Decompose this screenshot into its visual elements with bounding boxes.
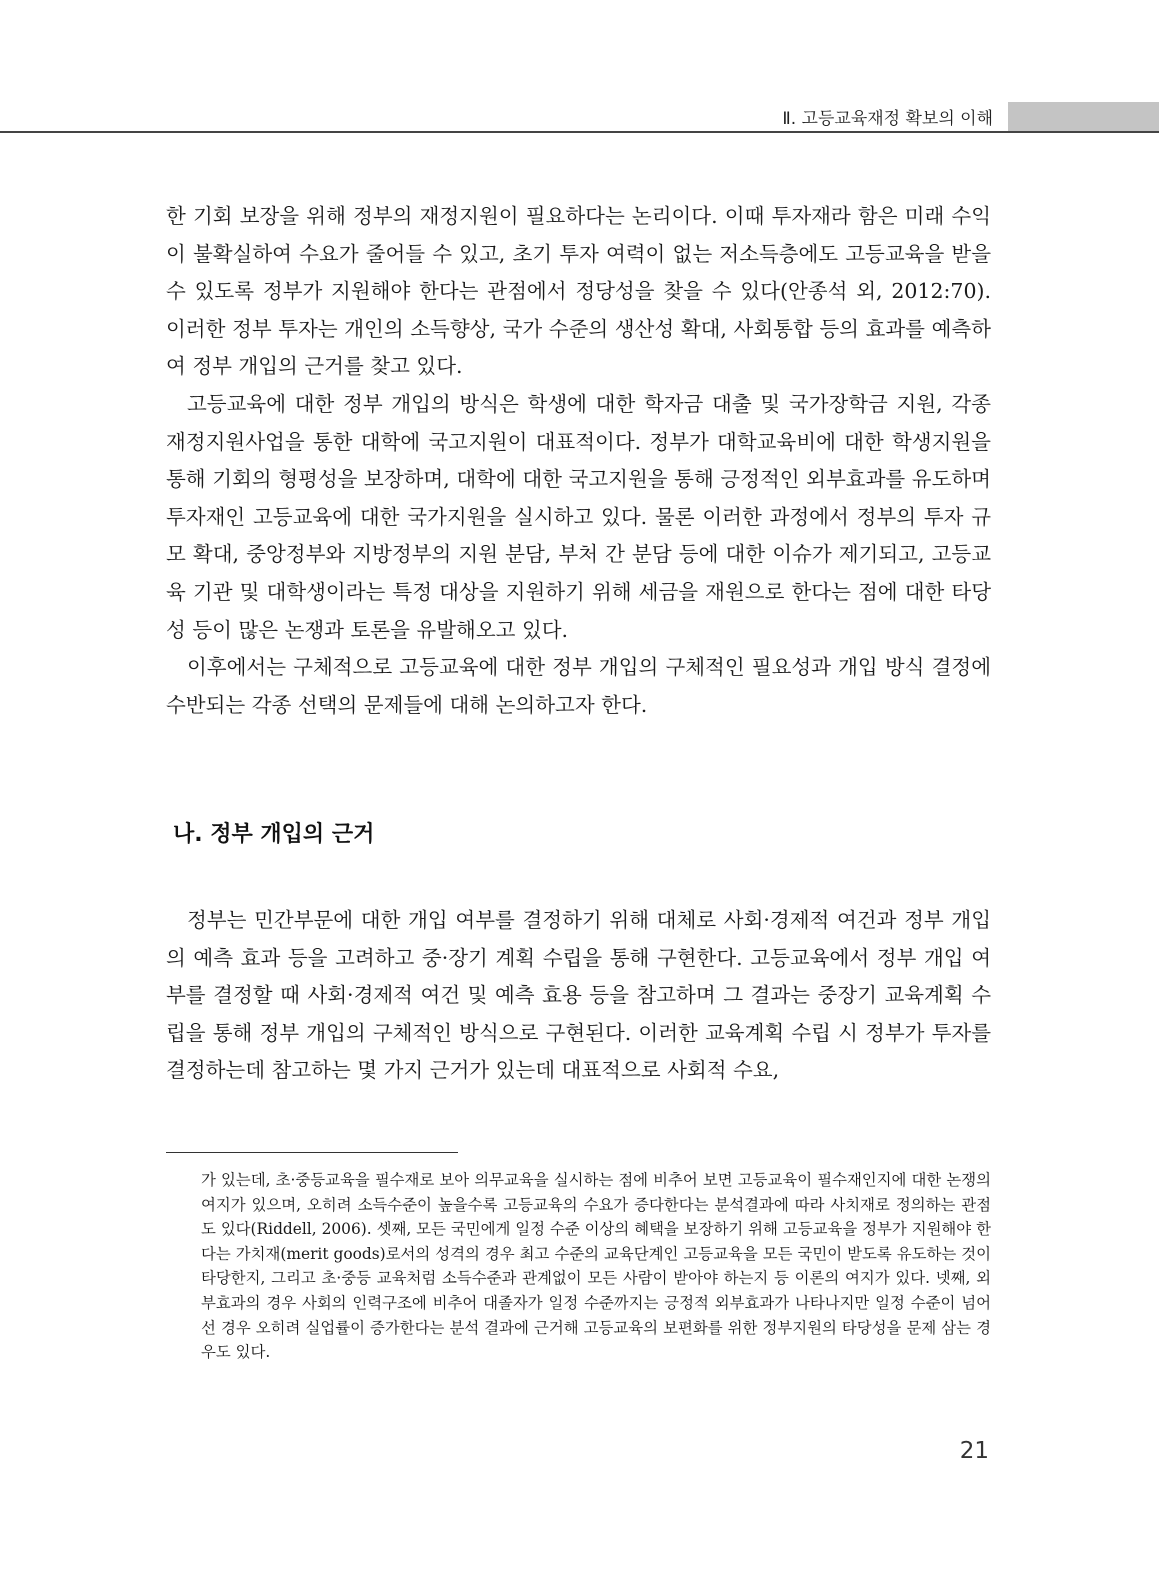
body-text — [166, 198, 991, 724]
paragraph: 이후에서는 구체적으로 고등교육에 대한 정부 개입의 구체적인 필요성과 개입 방식 결정에 수반되는 각종 선택의 문제들에 대해 논의하고자 한다. — [166, 655, 991, 717]
footnote-rule — [166, 1152, 458, 1153]
footnote: 가 있는데, 초·중등교육을 필수재로 보아 의무교육을 실시하는 점에 비추어 보면 고등교육이 필수재인지에 대한 논쟁의 여지가 있으며, 오히려 소득수준이 높을수록 고등교육의 수요가 증다한다는 분석결과에 따라 사치재로 정의하는 관점도 있다(Riddell, 2006). 셋째, 모든 국민에게 일정 수준 이상의 혜택을 보장하기 위해 고등교육을 정부가 지원해야 한다는 가치재(merit goods)로서의 성격의 경우 최고 수준의 교육단계인 고등교육을 모든 국민이 받도록 유도하는 것이 타당한지, 그리고 초·중등 교육처럼 소득수준과 관계없이 모든 사람이 받아야 하는지 등 이론의 여지가 있다. 넷째, 외부효과의 경우 사회의 인력구조에 비추어 대졸자가 일정 수준까지는 긍정적 외부효과가 나타나지만 일정 수준이 넘어선 경우 오히려 실업률이 증가한다는 분석 결과에 근거해 고등교육의 보편화를 위한 정부지원의 타당성을 문제 삼는 경우도 있다. — [201, 1171, 991, 1362]
page-number: 21 — [959, 1438, 989, 1464]
section-body-text — [166, 902, 991, 1090]
section-heading: 나. 정부 개입의 근거 — [173, 822, 375, 847]
running-header-title: Ⅱ. 고등교육재정 확보의 이해 — [782, 109, 993, 129]
header-rule — [0, 131, 1159, 133]
running-header — [0, 102, 1159, 132]
paragraph: 한 기회 보장을 위해 정부의 재정지원이 필요하다는 논리이다. 이때 투자재라 함은 미래 수익이 불확실하여 수요가 줄어들 수 있고, 초기 투자 여력이 없는 저소득층에도 고등교육을 받을 수 있도록 정부가 지원해야 한다는 관점에서 정당성을 찾을 수 있다(안종석 외, 2012:70). 이러한 정부 투자는 개인의 소득향상, 국가 수준의 생산성 확대, 사회통합 등의 효과를 예측하여 정부 개입의 근거를 찾고 있다. — [166, 204, 991, 379]
paragraph: 정부는 민간부문에 대한 개입 여부를 결정하기 위해 대체로 사회·경제적 여건과 정부 개입의 예측 효과 등을 고려하고 중·장기 계획 수립을 통해 구현한다. 고등교육에서 정부 개입 여부를 결정할 때 사회·경제적 여건 및 예측 효용 등을 참고하며 그 결과는 중장기 교육계획 수립을 통해 정부 개입의 구체적인 방식으로 구현된다. 이러한 교육계획 수립 시 정부가 투자를 결정하는데 참고하는 몇 가지 근거가 있는데 대표적으로 사회적 수요, — [166, 908, 991, 1083]
header-tab-block — [1008, 102, 1159, 132]
paragraph: 고등교육에 대한 정부 개입의 방식은 학생에 대한 학자금 대출 및 국가장학금 지원, 각종 재정지원사업을 통한 대학에 국고지원이 대표적이다. 정부가 대학교육비에 대한 학생지원을 통해 기회의 형평성을 보장하며, 대학에 대한 국고지원을 통해 긍정적인 외부효과를 유도하며 투자재인 고등교육에 대한 국가지원을 실시하고 있다. 물론 이러한 과정에서 정부의 투자 규모 확대, 중앙정부와 지방정부의 지원 분담, 부처 간 분담 등에 대한 이슈가 제기되고, 고등교육 기관 및 대학생이라는 특정 대상을 지원하기 위해 세금을 재원으로 한다는 점에 대한 타당성 등이 많은 논쟁과 토론을 유발해오고 있다. — [166, 391, 991, 642]
